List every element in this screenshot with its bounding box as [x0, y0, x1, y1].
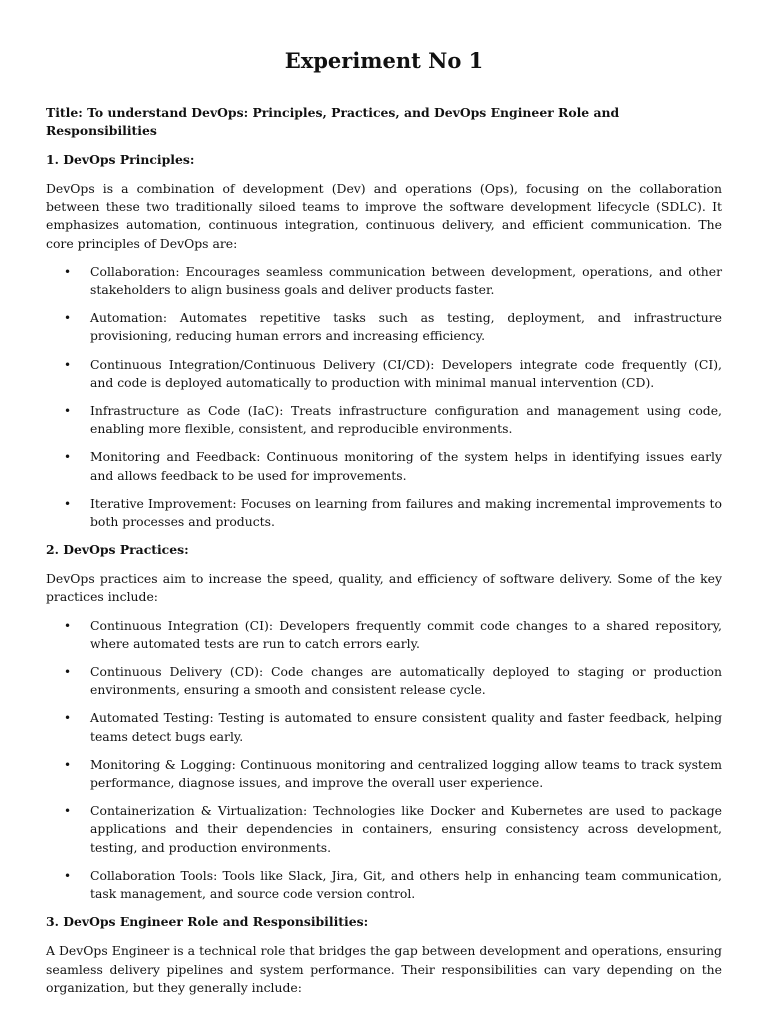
list-item-text: Automated Testing: Testing is automated to ensure consistent quality and faster feedback, helping teams detect bugs early. [90, 710, 722, 744]
section-heading: 1. DevOps Principles: [46, 152, 195, 167]
bullet-icon: • [64, 450, 72, 465]
list-item-text: Monitoring and Feedback: Continuous monitoring of the system helps in identifying issues early and allows feedback to be used for improvements. [90, 449, 722, 483]
list-item [46, 356, 722, 392]
section-intro: DevOps is a combination of development (Dev) and operations (Ops), focusing on the collaboration between these two traditionally siloed teams to improve the software development lifecycle (SDLC). It emphasizes automation, continuous integration, continuous delivery, and efficient communication. The core principles of DevOps are: [46, 181, 722, 251]
bullet-icon: • [64, 264, 72, 279]
list-item [46, 867, 722, 903]
list-item [46, 802, 722, 857]
list-item-text: Continuous Integration/Continuous Delivery (CI/CD): Developers integrate code frequently (CI), and code is deployed automatically to production with minimal manual intervention (CD). [90, 356, 722, 390]
list-item-text: Automation: Automates repetitive tasks such as testing, deployment, and infrastructure provisioning, reducing human errors and increasing efficiency. [90, 310, 722, 344]
list-item [46, 402, 722, 438]
bullet-icon: • [64, 311, 72, 326]
bullet-icon: • [64, 357, 72, 372]
bullet-icon: • [64, 868, 72, 883]
list-item [46, 448, 722, 484]
bullet-icon: • [64, 496, 72, 511]
bullet-icon: • [64, 404, 72, 419]
list-item [46, 709, 722, 745]
bullet-icon: • [64, 757, 72, 772]
list-item-text: Monitoring & Logging: Continuous monitoring and centralized logging allow teams to track system performance, diagnose issues, and improve the overall user experience. [90, 756, 722, 791]
list-item-text: Continuous Integration (CI): Developers frequently commit code changes to a shared repository, where automated tests are run to catch errors early. [90, 617, 722, 651]
section-practices [46, 541, 722, 903]
list-item-text: Iterative Improvement: Focuses on learning from failures and making incremental improvements to both processes and products. [90, 495, 722, 530]
section-heading: 2. DevOps Practices: [46, 542, 189, 558]
list-item [46, 663, 722, 699]
page-title: Experiment No 1 [284, 48, 484, 73]
list-item-text: Continuous Delivery (CD): Code changes are automatically deployed to staging or production environments, ensuring a smooth and consistent release cycle. [90, 664, 722, 698]
principles-list [46, 263, 722, 531]
section-engineer-role [46, 913, 722, 997]
list-item [46, 495, 722, 531]
practices-list [46, 617, 722, 904]
list-item-text: Collaboration Tools: Tools like Slack, Jira, Git, and others help in enhancing team communication, task management, and source code version control. [90, 867, 722, 902]
bullet-icon: • [64, 665, 72, 680]
list-item [46, 263, 722, 299]
list-item-text: Infrastructure as Code (IaC): Treats infrastructure configuration and management using code, enabling more flexible, consistent, and reproducible environments. [90, 403, 722, 437]
bullet-icon: • [64, 618, 72, 633]
document-subtitle: Title: To understand DevOps: Principles, Practices, and DevOps Engineer Role and Responsibilities [46, 105, 620, 138]
section-heading: 3. DevOps Engineer Role and Responsibilities: [46, 914, 369, 930]
list-item-text: Collaboration: Encourages seamless communication between development, operations, and other stakeholders to align business goals and deliver products faster. [90, 263, 722, 298]
bullet-icon: • [64, 711, 72, 726]
section-intro: A DevOps Engineer is a technical role that bridges the gap between development and operations, ensuring seamless delivery pipelines and system performance. Their responsibilities can vary depending on the organization, but they generally include: [46, 943, 722, 995]
bullet-icon: • [64, 804, 72, 819]
section-intro: DevOps practices aim to increase the speed, quality, and efficiency of software delivery. Some of the key practices include: [46, 571, 722, 605]
list-item [46, 756, 722, 792]
section-principles [46, 151, 722, 531]
list-item [46, 617, 722, 653]
list-item-text: Containerization & Virtualization: Technologies like Docker and Kubernetes are used to package applications and their dependencies in containers, ensuring consistency across development, testing, and production environments. [90, 803, 722, 855]
list-item [46, 309, 722, 345]
